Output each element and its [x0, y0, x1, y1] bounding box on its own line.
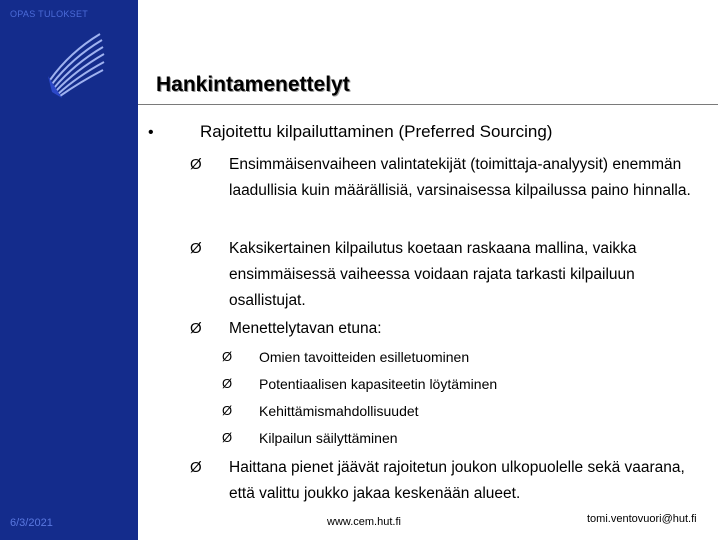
main-bullet-text: Rajoitettu kilpailuttaminen (Preferred Sourcing) [200, 122, 553, 141]
title-divider [138, 104, 718, 105]
sub-list-item: Kilpailun säilyttäminen [259, 430, 398, 446]
list-item: Kaksikertainen kilpailutus koetaan raskaana mallina, vaikka ensimmäisessä vaiheessa voidaan rajata tarkasti kilpailuun osallistujat. [229, 240, 637, 309]
logo-text: OPAS TULOKSET [10, 9, 89, 19]
arrow-bullet-icon: Ø [222, 349, 233, 364]
sidebar [0, 0, 138, 540]
footer-url: www.cem.hut.fi [327, 516, 401, 528]
slide-title: Hankintamenettelyt [156, 73, 350, 96]
sub-list-item: Kehittämismahdollisuudet [259, 403, 419, 419]
arrow-bullet-icon: Ø [222, 376, 233, 391]
arrow-bullet-icon: Ø [190, 156, 202, 173]
logo-icon [40, 22, 110, 102]
arrow-bullet-icon: Ø [190, 459, 202, 476]
arrow-bullet-icon: Ø [222, 403, 233, 418]
sub-list-item: Potentiaalisen kapasiteetin löytäminen [259, 376, 498, 392]
arrow-bullet-icon: Ø [190, 320, 202, 337]
slide-date: 6/3/2021 [10, 517, 53, 529]
arrow-bullet-icon: Ø [190, 240, 202, 257]
list-item: Menettelytavan etuna: [229, 320, 382, 337]
list-item: Haittana pienet jäävät rajoitetun joukon ulkopuolelle sekä vaarana, että valittu joukko jakaa keskenään alueet. [229, 459, 685, 502]
footer-email: tomi.ventovuori@hut.fi [587, 513, 697, 525]
sub-list-item: Omien tavoitteiden esilletuominen [259, 349, 470, 365]
bullet-icon: • [148, 124, 154, 141]
list-item: Ensimmäisenvaiheen valintatekijät (toimittaja-analyysit) enemmän laadullisia kuin määrällisiä, varsinaisessa kilpailussa paino hinnalla. [229, 156, 691, 199]
arrow-bullet-icon: Ø [222, 430, 233, 445]
